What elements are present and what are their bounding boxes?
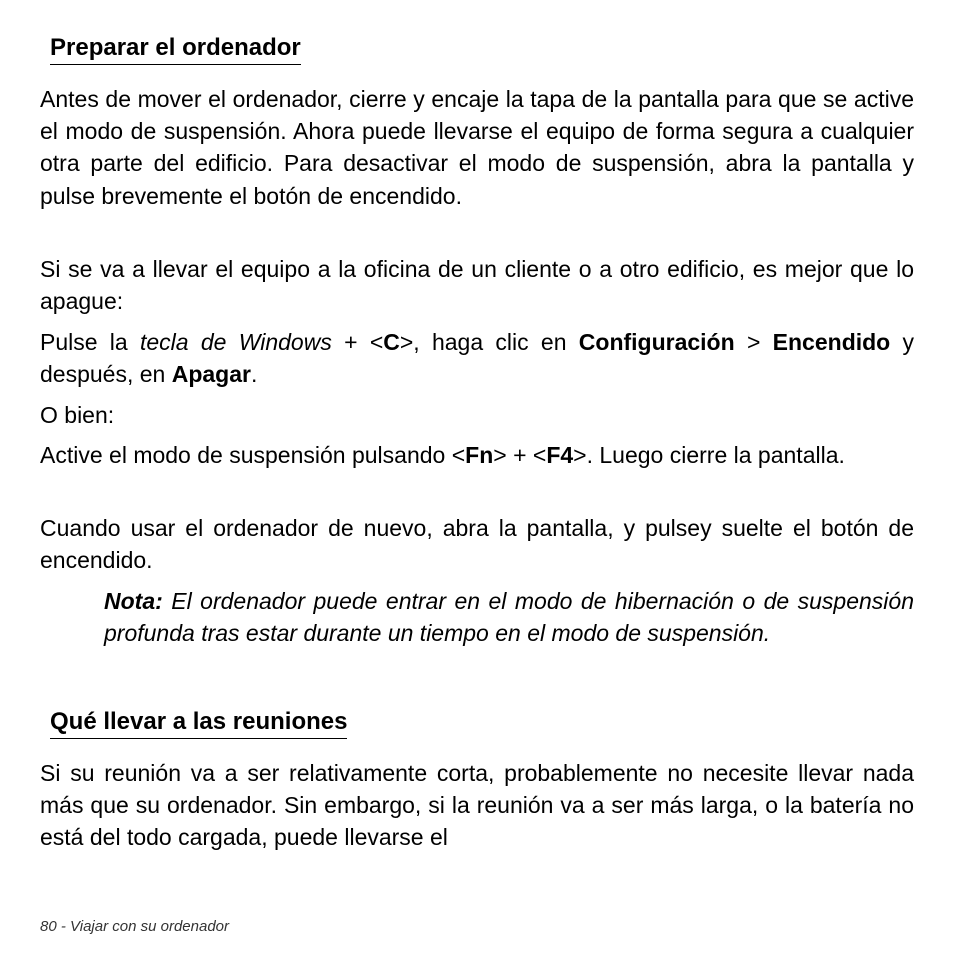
paragraph-mover-ordenador: Antes de mover el ordenador, cierre y encaje la tapa de la pantalla para que se active el modo de suspensión. Ahora puede llevarse el equipo de forma segura a cualquier otra parte del edificio. Para desactivar el modo de suspensión, abra la pantalla y pulse brevemente el botón de encendido. [40, 86, 914, 209]
paragraph-o-bien: O bien: [40, 402, 115, 428]
key-c: C [383, 329, 400, 355]
menu-apagar: Apagar [171, 361, 251, 388]
key-f4: F4 [546, 442, 574, 468]
paragraph-suspension-teclas: Active el modo de suspensión pulsando <Fn> + <F4>. Luego cierre la pantalla. [40, 442, 845, 468]
menu-configuracion: Configuración [578, 329, 735, 355]
key-fn: Fn [465, 442, 494, 468]
windows-key-text: tecla de Windows [140, 329, 332, 355]
paragraph-llevar-equipo: Si se va a llevar el equipo a la oficina de un cliente o a otro edificio, es mejor que lo apague: [40, 256, 914, 315]
paragraph-usar-de-nuevo: Cuando usar el ordenador de nuevo, abra la pantalla, y pulsey suelte el botón de encendido. [40, 515, 914, 574]
paragraph-reunion: Si su reunión va a ser relativamente corta, probablemente no necesite llevar nada más que su ordenador. Sin embargo, si la reunión va a ser más larga, o la batería no está del todo cargada, puede llevarse el [40, 760, 914, 851]
paragraph-apagar-instrucciones: Pulse la tecla de Windows + <C>, haga clic en Configuración > Encendido y después, en Apagar. [40, 329, 915, 388]
note-text: El ordenador puede entrar en el modo de hibernación o de suspensión profunda tras estar durante un tiempo en el modo de suspensión. [104, 588, 914, 647]
note-block [104, 585, 914, 649]
note-label: Nota: [104, 588, 163, 614]
page-footer: 80 - Viajar con su ordenador [40, 918, 230, 935]
section-heading-preparar: Preparar el ordenador [50, 34, 301, 65]
section-heading-reuniones: Qué llevar a las reuniones [50, 708, 347, 739]
menu-encendido: Encendido [772, 329, 891, 355]
